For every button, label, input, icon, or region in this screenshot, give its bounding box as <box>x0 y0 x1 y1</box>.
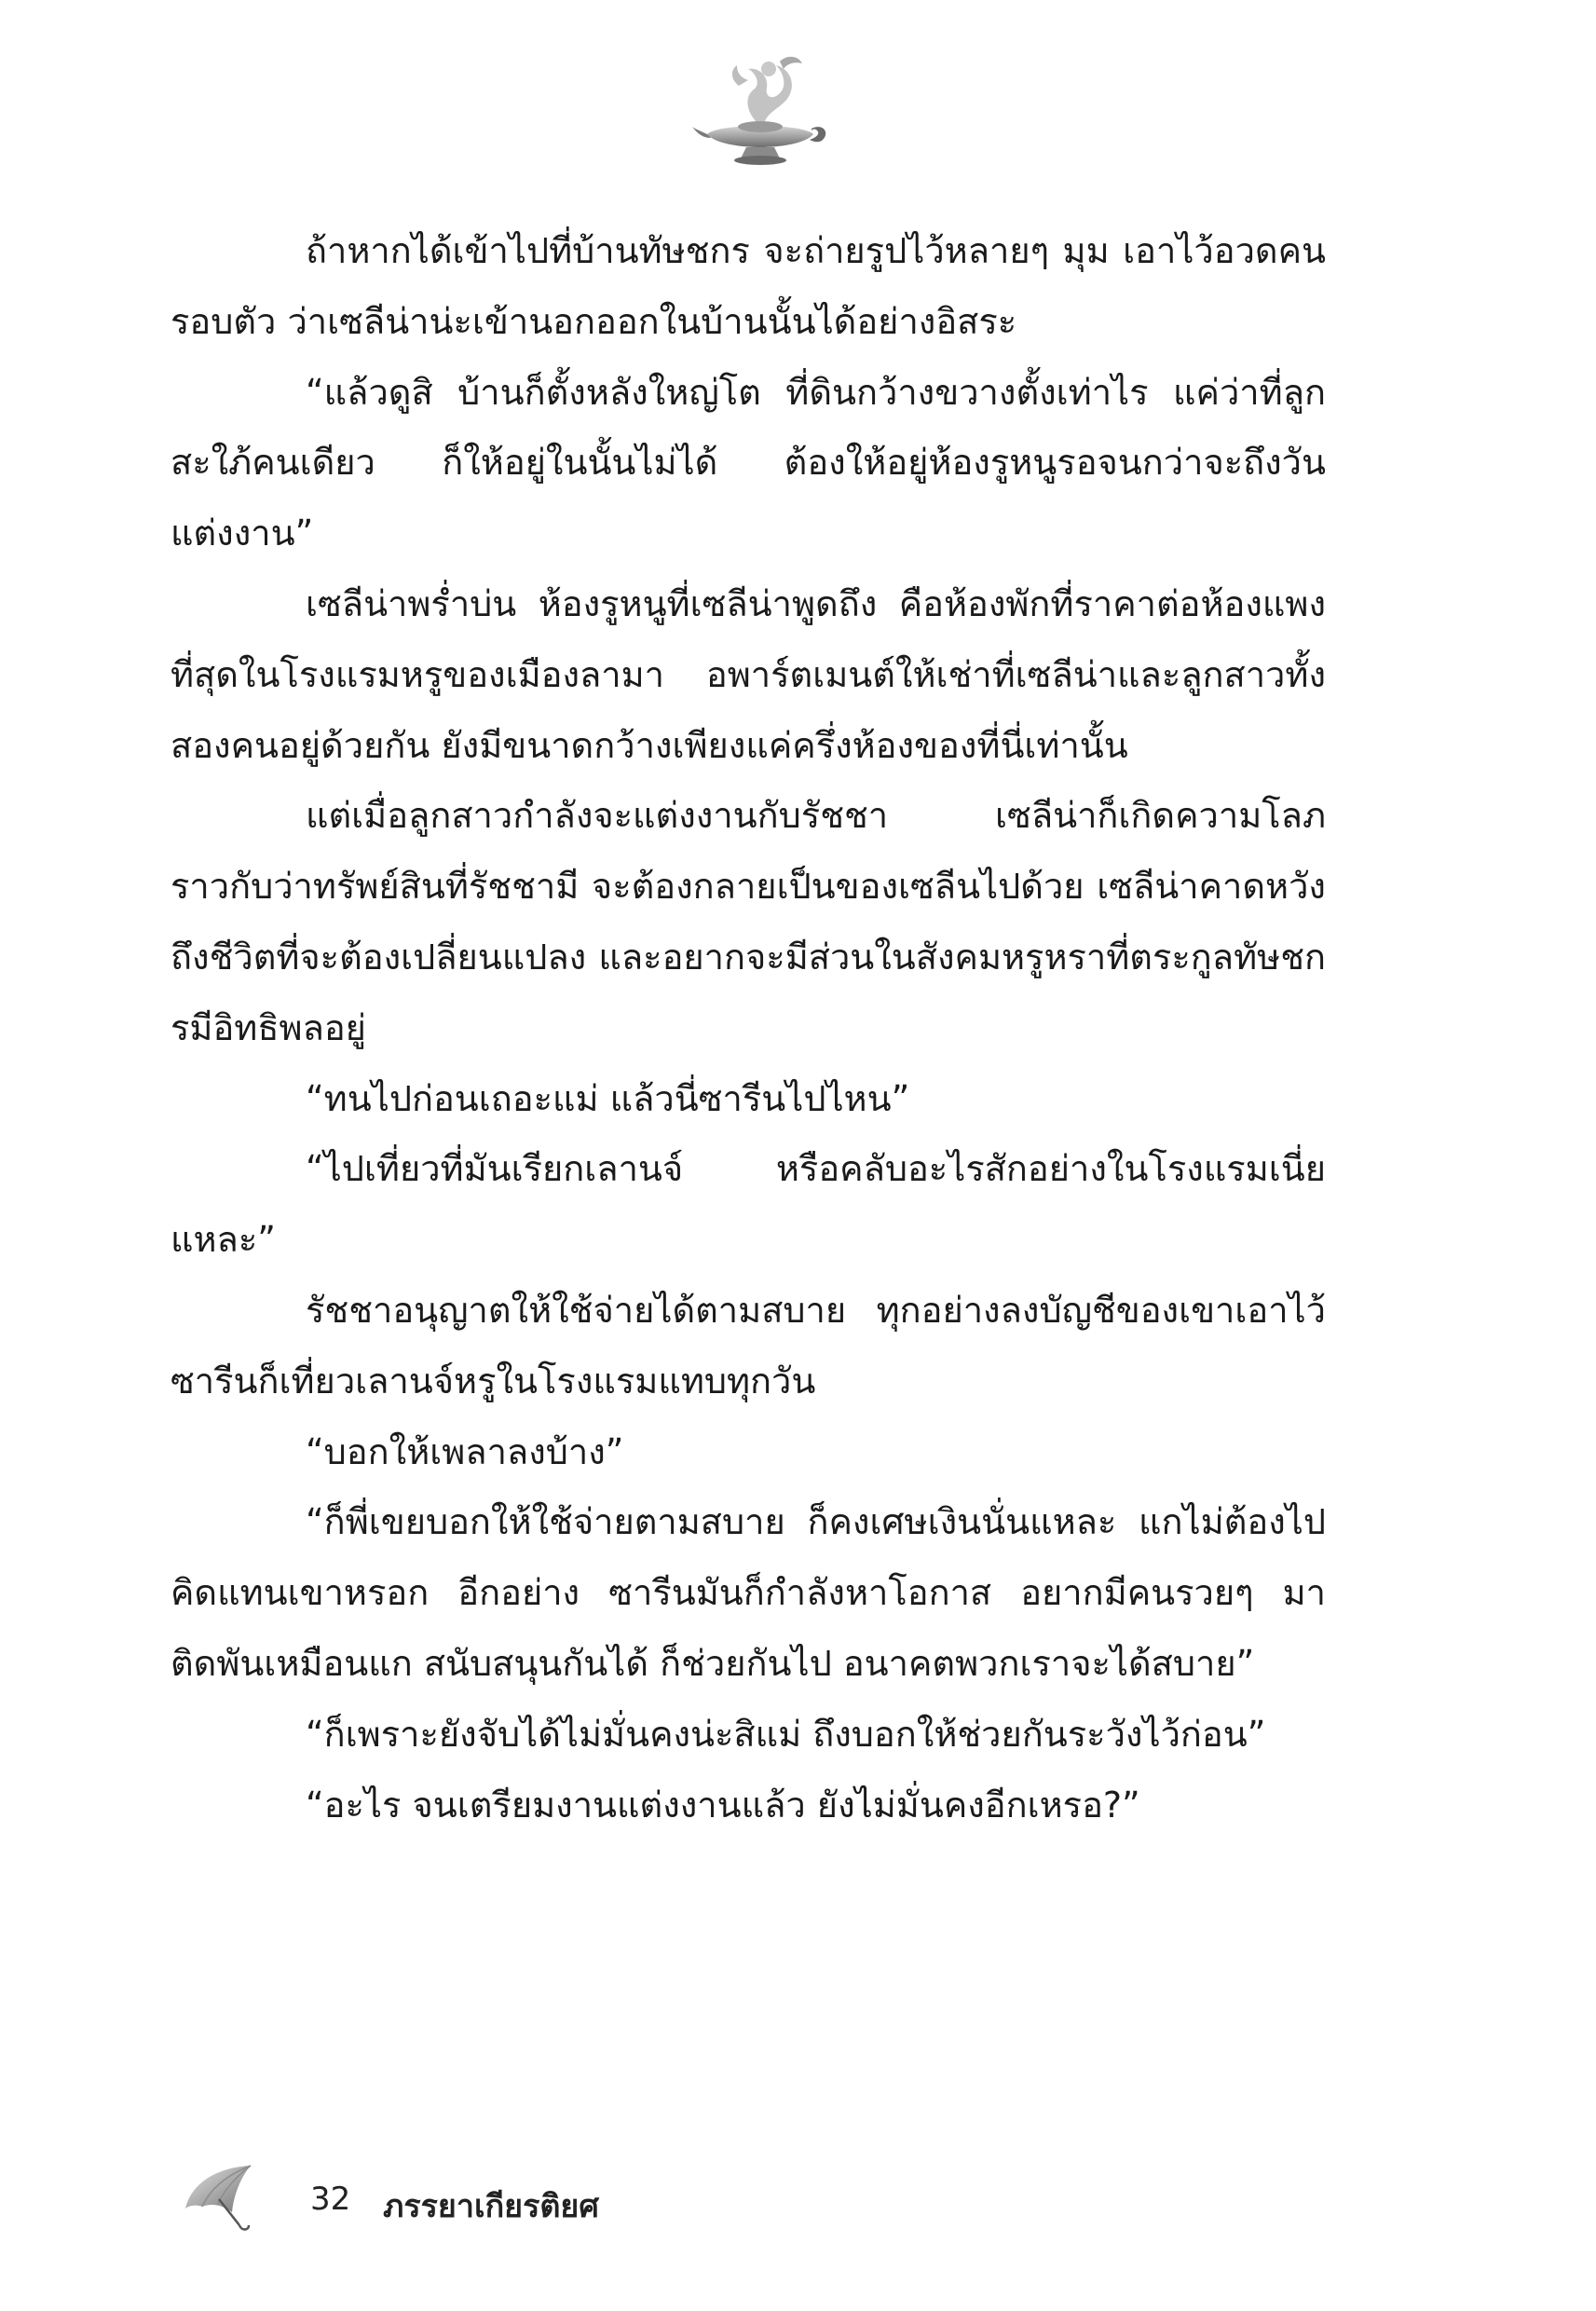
paragraph: “บอกให้เพลาลงบ้าง” <box>306 1430 624 1472</box>
paragraph: เซลีน่าพร่ำบ่น ห้องรูหนูที่เซลีน่าพูดถึง คือห้องพักที่ราคาต่อห้องแพงที่สุดในโรงแรมหรูของเมืองลามา อพาร์ตเมนต์ให้เช่าที่เซลีน่าและลูกสาวทั้งสองคนอยู่ด้วยกัน ยังมีขนาดกว้างเพียงแค่ครึ่งห้องของที่นี่เท่านั้น <box>171 582 1326 766</box>
genie-lamp-icon <box>690 48 830 170</box>
paragraph: ถ้าหากได้เข้าไปที่บ้านทัษชกร จะถ่ายรูปไว้หลายๆ มุม เอาไว้อวดคนรอบตัว ว่าเซลีน่าน่ะเข้านอกออกในบ้านนั้นได้อย่างอิสระ <box>171 230 1326 342</box>
paragraph: “อะไร จนเตรียมงานแต่งงานแล้ว ยังไม่มั่นคงอีกเหรอ?” <box>306 1784 1140 1826</box>
paragraph: รัชชาอนุญาตให้ใช้จ่ายได้ตามสบาย ทุกอย่างลงบัญชีของเขาเอาไว้ ซารีนก็เที่ยวเลานจ์หรูในโรงแรมแทบทุกวัน <box>171 1289 1326 1402</box>
umbrella-icon <box>182 2162 262 2233</box>
page-number: 32 <box>310 2181 351 2218</box>
paragraph: “ทนไปก่อนเถอะแม่ แล้วนี่ซารีนไปไหน” <box>306 1077 910 1119</box>
paragraph: “ก็เพราะยังจับได้ไม่มั่นคงน่ะสิแม่ ถึงบอกให้ช่วยกันระวังไว้ก่อน” <box>306 1713 1266 1755</box>
paragraph: “ไปเที่ยวที่มันเรียกเลานจ์ หรือคลับอะไรสักอย่างในโรงแรมเนี่ยแหละ” <box>171 1148 1326 1261</box>
paragraph: “แล้วดูสิ บ้านก็ตั้งหลังใหญ่โต ที่ดินกว้างขวางตั้งเท่าไร แค่ว่าที่ลูกสะใภ้คนเดียว ก็ให้อยู่ในนั้นไม่ได้ ต้องให้อยู่ห้องรูหนูรอจนกว่าจะถึงวันแต่งงาน” <box>171 371 1326 554</box>
page-footer <box>182 2162 834 2236</box>
paragraph: แต่เมื่อลูกสาวกำลังจะแต่งงานกับรัชชา เซลีน่าก็เกิดความโลภราวกับว่าทรัพย์สินที่รัชชามี จะต้องกลายเป็นของเซลีนไปด้วย เซลีน่าคาดหวังถึงชีวิตที่จะต้องเปลี่ยนแปลง และอยากจะมีส่วนในสังคมหรูหราที่ตระกูลทัษชกรมีอิทธิพลอยู่ <box>171 795 1326 1048</box>
paragraph: “ก็พี่เขยบอกให้ใช้จ่ายตามสบาย ก็คงเศษเงินนั่นแหละ แกไม่ต้องไปคิดแทนเขาหรอก อีกอย่าง ซารีนมันก็กำลังหาโอกาส อยากมีคนรวยๆ มาติดพันเหมือนแก สนับสนุนกันได้ ก็ช่วยกันไป อนาคตพวกเราจะได้สบาย” <box>171 1501 1326 1684</box>
book-title: ภรรยาเกียรติยศ <box>383 2188 599 2225</box>
body-text <box>171 216 1326 1840</box>
